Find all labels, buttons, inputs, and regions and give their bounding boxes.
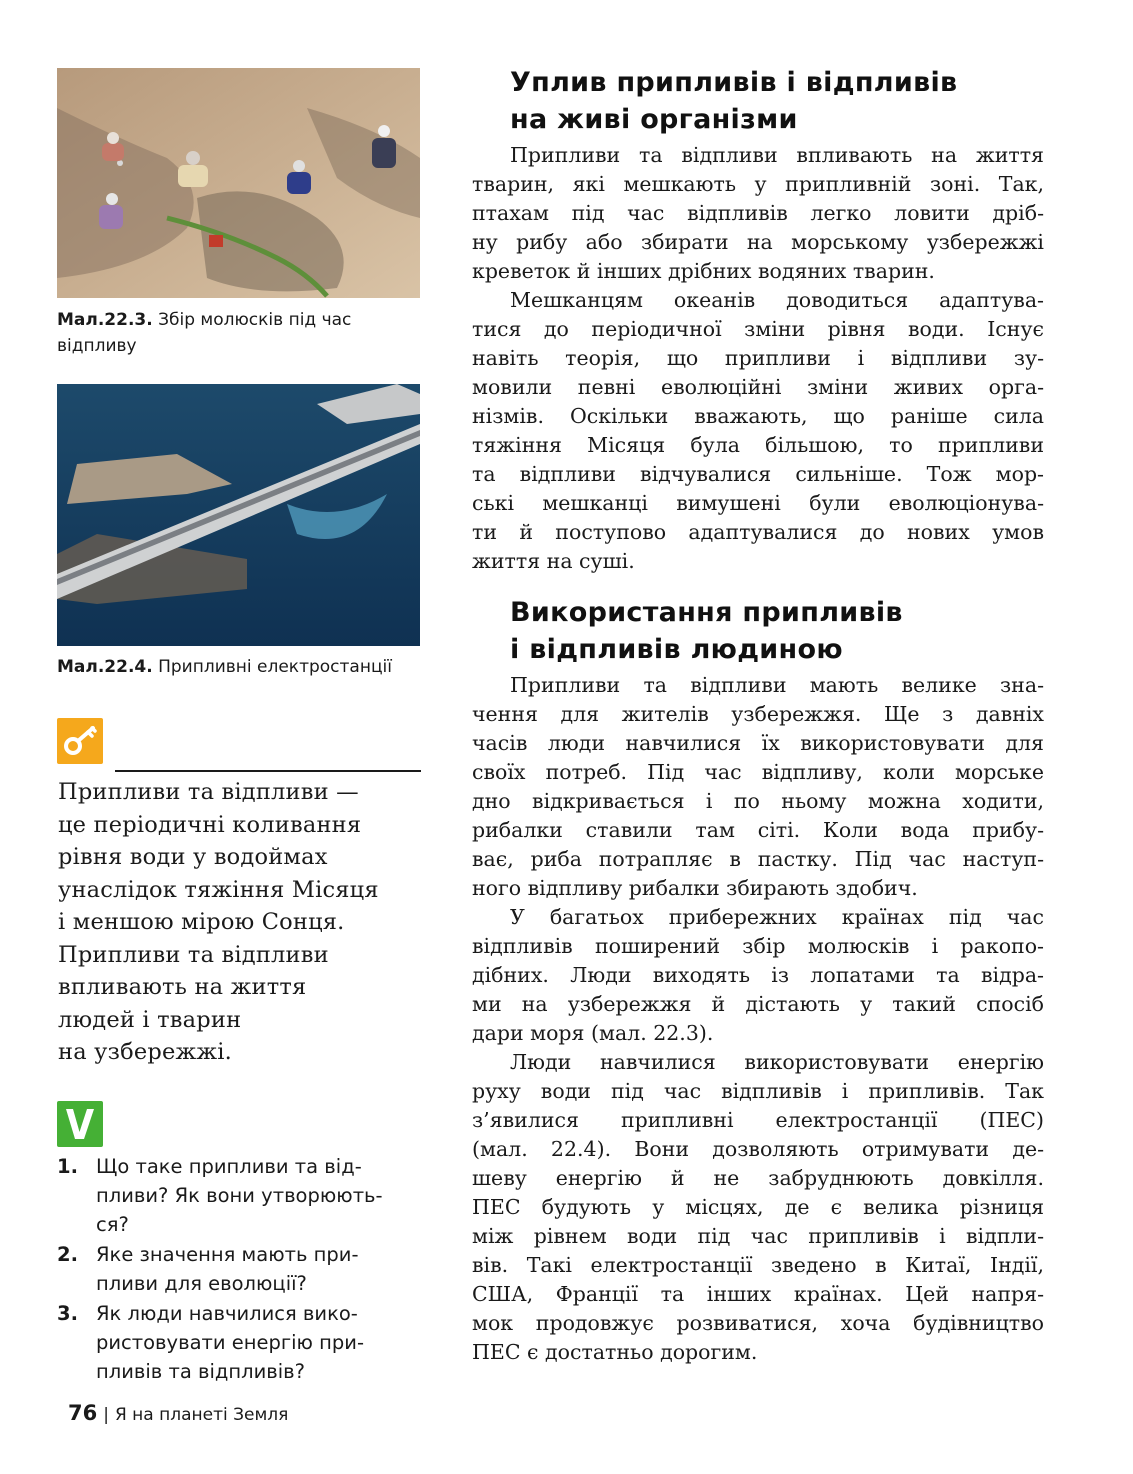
text-line: та відпливи відчувалися сильніше. Тож мор- [472, 462, 1044, 486]
text-line: дібних. Люди виходять із лопатами та відра- [472, 963, 1044, 987]
question-text: ристовувати енергію при- [96, 1331, 365, 1354]
question-text: пливи для еволюції? [96, 1272, 307, 1295]
figure-22-4-photo [57, 384, 420, 646]
text-line: птахам під час відпливів легко ловити дріб- [472, 201, 1044, 225]
text-line: мок продовжує розвиватися, хоча будівництво [472, 1311, 1044, 1335]
text-line: тися до періодичної зміни рівня води. Існує [472, 317, 1044, 341]
page-footer [68, 1399, 288, 1429]
text-line: своїх потреб. Під час відпливу, коли морське [472, 760, 1044, 784]
text-line: з’явилися припливні електростанції (ПЕС) [472, 1108, 1044, 1132]
text-line: У багатьох прибережних країнах під час [510, 905, 1044, 929]
definition-line: Припливи та відпливи [58, 941, 329, 968]
section-1-title [510, 64, 957, 138]
definition-line: рівня води у водоймах [58, 844, 328, 870]
text-line: мовили певні еволюційні зміни живих орга- [472, 375, 1044, 399]
checkmark-icon [57, 1101, 103, 1147]
definition-line: Припливи та відпливи — [58, 779, 359, 805]
text-line: Припливи та відпливи мають велике зна- [510, 673, 1044, 697]
caption-text: відпливу [57, 336, 137, 356]
definition-line: і меншою мірою Сонця. [58, 909, 345, 935]
text-line: відпливів поширений збір молюсків і ракопо- [472, 934, 1044, 958]
text-line: дари моря (мал. 22.3). [472, 1021, 714, 1045]
definition-line: на узбережжі. [58, 1039, 232, 1065]
text-line: ські мешканці вимушені були еволюціонува- [472, 491, 1044, 515]
definition-line: впливають на життя [58, 974, 307, 1000]
text-line: ПЕС будують у місцях, де є велика різниця [472, 1195, 1044, 1219]
question-number: 3. [57, 1302, 78, 1325]
review-questions [57, 1152, 427, 1387]
question-text: Що таке припливи та від- [96, 1155, 362, 1178]
question-number: 1. [57, 1155, 78, 1178]
figure-22-3-caption [57, 307, 427, 359]
text-line: Мешканцям океанів доводиться адаптува- [510, 288, 1044, 312]
key-definition [58, 776, 428, 1069]
text-line: ти й поступово адаптувалися до нових умов [472, 520, 1044, 544]
text-line: життя на суші. [472, 549, 635, 573]
text-line: креветок й інших дрібних водяних тварин. [472, 259, 935, 283]
question-text: пливи? Як вони утворюють- [96, 1184, 383, 1207]
key-icon [57, 718, 103, 764]
text-line: чення для жителів узбережжя. Ще з давніх [472, 702, 1044, 726]
question-text: пливів та відпливів? [96, 1360, 306, 1383]
figure-label: Мал.22.4. [57, 657, 153, 677]
definition-line: людей і тварин [58, 1006, 242, 1033]
text-line: ми на узбережжя й дістають у такий спосіб [472, 992, 1044, 1016]
footer-separator: | [103, 1405, 109, 1425]
title-line: Уплив припливів і відпливів [510, 67, 958, 98]
definition-line: унаслідок тяжіння Місяця [58, 876, 379, 903]
section-2-body [472, 671, 1044, 1367]
text-line: тяжіння Місяця була більшою, то припливи [472, 433, 1044, 457]
text-line: ного відпливу рибалки збирають здобич. [472, 876, 918, 900]
text-line: руху води під час відпливів і припливів. Так [472, 1079, 1044, 1103]
title-line: і відпливів людиною [510, 634, 843, 665]
question-text: ся? [96, 1213, 129, 1236]
text-line: (мал. 22.4). Вони дозволяють отримувати де- [472, 1137, 1044, 1161]
text-line: ну рибу або збирати на морському узбережжі [472, 230, 1044, 254]
section-2-title [510, 594, 903, 668]
section-1-body [472, 141, 1044, 576]
text-line: часів люди навчилися їх використовувати для [472, 731, 1044, 755]
text-line: рибалки ставили там сіті. Коли вода прибу- [472, 818, 1044, 842]
caption-text: Збір молюсків під час [158, 310, 352, 330]
question-number: 2. [57, 1243, 78, 1266]
text-line: нізмів. Оскільки вважають, що раніше сила [472, 404, 1044, 428]
title-line: Використання припливів [510, 597, 903, 628]
text-line: між рівнем води під час припливів і відпли- [472, 1224, 1044, 1248]
text-line: ПЕС є достатньо дорогим. [472, 1340, 758, 1364]
text-line: дно відкривається і по ньому можна ходити, [472, 789, 1044, 813]
question-item [57, 1152, 427, 1239]
text-line: шеву енергію й не забруднюють довкілля. [472, 1166, 1044, 1190]
footer-section-title: Я на планеті Земля [114, 1405, 289, 1425]
text-line: вів. Такі електростанції зведено в Китаї, Індії, [472, 1253, 1044, 1277]
question-item [57, 1299, 427, 1386]
definition-divider [115, 770, 421, 772]
text-line: Припливи та відпливи впливають на життя [510, 143, 1044, 167]
question-text: Як люди навчилися вико- [96, 1302, 358, 1325]
definition-line: це періодичні коливання [58, 811, 362, 838]
title-line: на живі організми [510, 104, 798, 135]
question-item [57, 1240, 427, 1298]
caption-text: Припливні електростанції [158, 657, 392, 677]
figure-22-3-photo [57, 68, 420, 298]
text-line: Люди навчилися використовувати енергію [510, 1050, 1044, 1074]
text-line: ває, риба потрапляє в пастку. Під час наступ- [472, 847, 1044, 871]
page-number: 76 [68, 1401, 98, 1425]
text-line: навіть теорія, що припливи і відпливи зу- [472, 346, 1044, 370]
text-line: США, Франції та інших країнах. Цей напря- [472, 1282, 1044, 1306]
figure-label: Мал.22.3. [57, 310, 153, 330]
figure-22-4-caption [57, 654, 427, 680]
question-text: Яке значення мають при- [96, 1243, 359, 1266]
text-line: тварин, які мешкають у припливній зоні. Так, [472, 172, 1044, 196]
